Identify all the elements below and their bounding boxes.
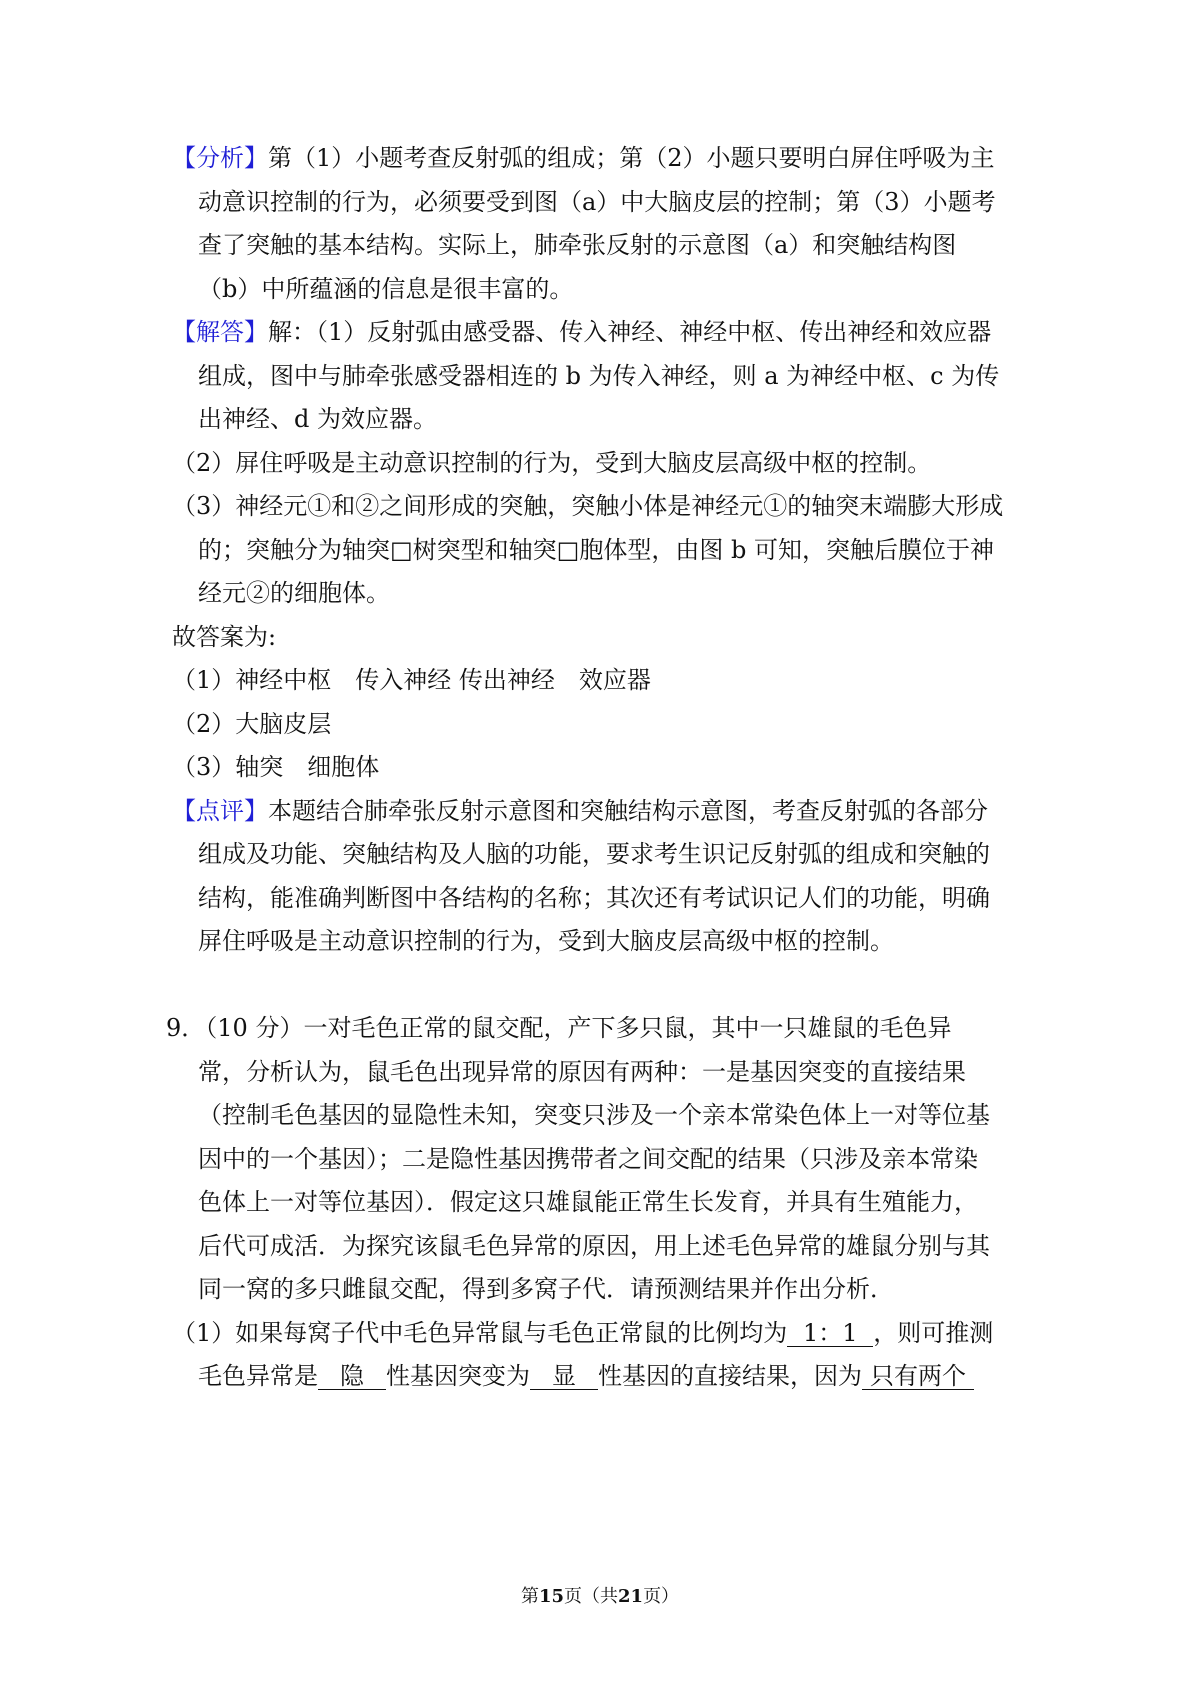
- question-9-line-2: 常，分析认为，鼠毛色出现异常的原因有两种：一是基因突变的直接结果: [198, 1058, 966, 1086]
- answer-item-1: （1）神经中枢 传入神经 传出神经 效应器: [172, 666, 651, 694]
- answer-blank-dominant: 显: [530, 1363, 598, 1390]
- answer-part-2: （2）屏住呼吸是主动意识控制的行为，受到大脑皮层高级中枢的控制。: [172, 449, 932, 477]
- footer-text: 页（共: [564, 1586, 618, 1607]
- comment-line-1: [172, 796, 988, 826]
- analysis-tag: 【分析】: [172, 144, 268, 172]
- footer-text: 页）: [643, 1586, 680, 1607]
- comment-tag: 【点评】: [172, 797, 268, 825]
- answer-item-3: （3）轴突 细胞体: [172, 753, 380, 781]
- answer-part-3-line-2: 的；突触分为轴突□树突型和轴突□胞体型，由图 b 可知，突触后膜位于神: [198, 536, 994, 564]
- answer-blank-reason: 只有两个: [862, 1363, 974, 1390]
- total-page-number: 21: [618, 1586, 644, 1607]
- question-number: 9．: [166, 1014, 206, 1042]
- analysis-line-4: （b）中所蕴涵的信息是很丰富的。: [198, 275, 574, 303]
- analysis-line-1: [172, 143, 995, 173]
- comment-line-2: 组成及功能、突触结构及人脑的功能，要求考生识记反射弧的组成和突触的: [198, 840, 990, 868]
- answer-line-1: [172, 317, 991, 347]
- question-9-line-7: 同一窝的多只雌鼠交配，得到多窝子代．请预测结果并作出分析．: [198, 1275, 894, 1303]
- answer-blank-ratio: 1：1: [787, 1320, 873, 1347]
- answer-tag: 【解答】: [172, 318, 268, 346]
- sub-question-text: 性基因突变为: [386, 1362, 530, 1390]
- answer-blank-recessive: 隐: [318, 1363, 386, 1390]
- answer-part-3-line-1: （3）神经元①和②之间形成的突触，突触小体是神经元①的轴突末端膨大形成: [172, 492, 1004, 520]
- sub-question-text: （1）如果每窝子代中毛色异常鼠与毛色正常鼠的比例均为: [172, 1319, 788, 1347]
- question-9-line-1: [166, 1013, 951, 1043]
- analysis-text: 第（1）小题考查反射弧的组成；第（2）小题只要明白屏住呼吸为主: [268, 144, 995, 172]
- question-9-line-6: 后代可成活．为探究该鼠毛色异常的原因，用上述毛色异常的雄鼠分别与其: [198, 1232, 990, 1260]
- answer-text: 解：（1）反射弧由感受器、传入神经、神经中枢、传出神经和效应器: [268, 318, 992, 346]
- question-9-line-4: 因中的一个基因）；二是隐性基因携带者之间交配的结果（只涉及亲本常染: [198, 1145, 978, 1173]
- footer-text: 第: [520, 1586, 539, 1607]
- question-9-line-5: 色体上一对等位基因）．假定这只雄鼠能正常生长发育，并具有生殖能力，: [198, 1188, 978, 1216]
- question-9-line-3: （控制毛色基因的显隐性未知，突变只涉及一个亲本常染色体上一对等位基: [198, 1101, 990, 1129]
- answer-item-2: （2）大脑皮层: [172, 710, 332, 738]
- page-footer: [0, 1586, 1200, 1608]
- comment-line-3: 结构，能准确判断图中各结构的名称；其次还有考试识记人们的功能，明确: [198, 884, 990, 912]
- answer-line-3: 出神经、d 为效应器。: [198, 405, 437, 433]
- current-page-number: 15: [538, 1586, 564, 1607]
- comment-text: 本题结合肺牵张反射示意图和突触结构示意图，考查反射弧的各部分: [268, 797, 988, 825]
- sub-question-1-line-1: [172, 1318, 993, 1348]
- analysis-line-3: 查了突触的基本结构。实际上，肺牵张反射的示意图（a）和突触结构图: [198, 231, 957, 259]
- answer-therefore: 故答案为:: [172, 623, 277, 651]
- question-text: （10 分）一对毛色正常的鼠交配，产下多只鼠，其中一只雄鼠的毛色异: [205, 1014, 952, 1042]
- comment-line-4: 屏住呼吸是主动意识控制的行为，受到大脑皮层高级中枢的控制。: [198, 927, 894, 955]
- sub-question-text: 性基因的直接结果，因为: [598, 1362, 862, 1390]
- sub-question-text: 毛色异常是: [198, 1362, 318, 1390]
- sub-question-text: ，则可推测: [873, 1319, 994, 1347]
- sub-question-1-line-2: [198, 1361, 974, 1391]
- answer-line-2: 组成，图中与肺牵张感受器相连的 b 为传入神经，则 a 为神经中枢、c 为传: [198, 362, 1000, 390]
- answer-part-3-line-3: 经元②的细胞体。: [198, 579, 390, 607]
- analysis-line-2: 动意识控制的行为，必须要受到图（a）中大脑皮层的控制；第（3）小题考: [198, 188, 996, 216]
